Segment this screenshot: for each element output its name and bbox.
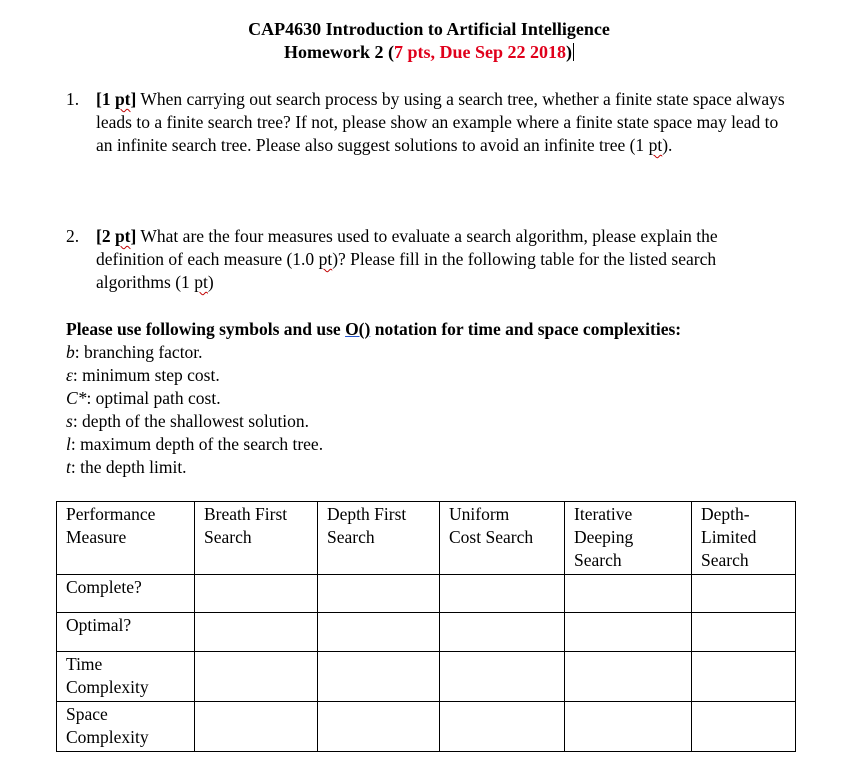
document-subtitle: [0, 42, 858, 63]
table-cell[interactable]: [318, 702, 440, 752]
symbol-item: C*: optimal path cost.: [66, 388, 221, 408]
question-text: [2 pt] What are the four measures used to evaluate a search algorithm, please explain the definition of each measure (1.0 pt)? Please fill in the following table for the listed search algorithms (1 pt): [96, 226, 718, 292]
table-cell[interactable]: [195, 613, 318, 652]
row-label-complete: Complete?: [57, 575, 195, 613]
symbol-item: s: depth of the shallowest solution.: [66, 411, 310, 431]
question-points: [1 pt]: [96, 89, 137, 109]
row-label-time-complexity: Time Complexity: [57, 652, 195, 702]
header-iterative-deepening-search: Iterative Deeping Search: [565, 502, 692, 575]
table-cell[interactable]: [692, 613, 796, 652]
table-cell[interactable]: [195, 575, 318, 613]
symbol-item: ε: minimum step cost.: [66, 365, 220, 385]
table-row: [57, 702, 796, 752]
table-cell[interactable]: [565, 652, 692, 702]
table-cell[interactable]: [692, 652, 796, 702]
row-label-space-complexity: Space Complexity: [57, 702, 195, 752]
row-label-optimal: Optimal?: [57, 613, 195, 652]
due-date-highlight: 7 pts, Due Sep 22 2018: [393, 42, 566, 62]
text-cursor: [573, 43, 574, 61]
table-cell[interactable]: [565, 575, 692, 613]
table-cell[interactable]: [692, 702, 796, 752]
table-cell[interactable]: [565, 613, 692, 652]
table-cell[interactable]: [318, 575, 440, 613]
table-cell[interactable]: [195, 652, 318, 702]
symbols-heading: Please use following symbols and use O() notation for time and space complexities:: [66, 319, 682, 339]
table-row: [57, 613, 796, 652]
question-number: 2.: [66, 226, 80, 246]
table-row: [57, 652, 796, 702]
header-depth-first-search: Depth First Search: [318, 502, 440, 575]
search-algorithms-table: [56, 501, 796, 752]
symbol-item: t: the depth limit.: [66, 457, 187, 477]
header-uniform-cost-search: Uniform Cost Search: [440, 502, 565, 575]
table-cell[interactable]: [318, 613, 440, 652]
table-cell[interactable]: [692, 575, 796, 613]
header-breadth-first-search: Breath First Search: [195, 502, 318, 575]
table-cell[interactable]: [440, 613, 565, 652]
symbols-section: [66, 318, 681, 479]
question-number: 1.: [66, 89, 80, 109]
document-title: CAP4630 Introduction to Artificial Intelligence: [248, 19, 610, 39]
question-1: [66, 88, 786, 157]
subtitle-suffix: ): [566, 42, 572, 62]
header-performance-measure: Performance Measure: [57, 502, 195, 575]
table-row: [57, 575, 796, 613]
symbol-item: b: branching factor.: [66, 342, 203, 362]
question-2: [66, 225, 786, 294]
table-cell[interactable]: [565, 702, 692, 752]
table-cell[interactable]: [440, 575, 565, 613]
subtitle-prefix: Homework 2 (: [283, 42, 394, 62]
table-cell[interactable]: [195, 702, 318, 752]
table-cell[interactable]: [440, 702, 565, 752]
table-header-row: [57, 502, 796, 575]
symbol-item: l: maximum depth of the search tree.: [66, 434, 324, 454]
table-cell[interactable]: [440, 652, 565, 702]
table-cell[interactable]: [318, 652, 440, 702]
question-points: [2 pt]: [96, 226, 137, 246]
question-text: [1 pt] When carrying out search process by using a search tree, whether a finite state space always leads to a finite search tree? If not, please show an example where a finite state space may lead to an infinite search tree. Please also suggest solutions to avoid an infinite tree (1 pt).: [96, 89, 785, 155]
header-depth-limited-search: Depth- Limited Search: [692, 502, 796, 575]
